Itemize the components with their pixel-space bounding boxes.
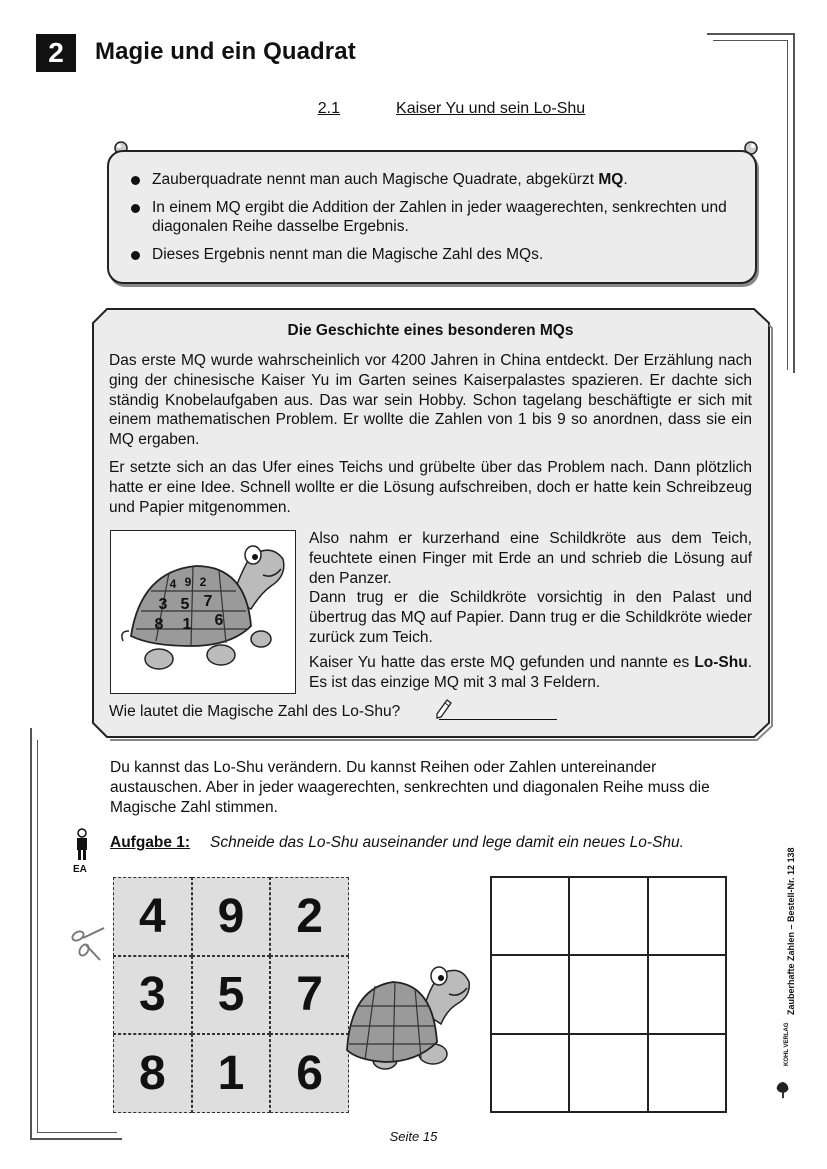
cutout-tile[interactable]: 9 [192, 877, 271, 956]
single-person-icon [74, 828, 90, 862]
empty-grid-cell[interactable] [491, 1034, 569, 1112]
frame-right-vertical [793, 33, 795, 373]
turtle-illustration-frame [110, 530, 296, 694]
cutout-tile[interactable]: 1 [192, 1034, 271, 1113]
shell-number: 3 [158, 596, 168, 613]
cutout-tile[interactable]: 6 [270, 1034, 349, 1113]
order-number-note: Zauberhafte Zahlen – Bestell-Nr. 12 138 [786, 847, 796, 1015]
story-paragraph: Also nahm er kurzerhand eine Schildkröte aus dem Teich, feuchtete einen Finger mit Erde an und schrieb die Lösung auf den Panzer. [309, 530, 752, 587]
cutout-tile[interactable]: 7 [270, 956, 349, 1035]
shell-number: 8 [154, 616, 164, 633]
empty-grid-cell[interactable] [569, 1034, 647, 1112]
info-bullet: Zauberquadrate nennt man auch Magische Quadrate, abgekürzt MQ. [131, 170, 755, 190]
publisher-logo-icon [773, 1080, 793, 1100]
story-paragraph-group [309, 529, 752, 648]
story-title: Die Geschichte eines besonderen MQs [287, 322, 574, 339]
scissors-icon [70, 922, 108, 964]
cutout-tile[interactable]: 4 [113, 877, 192, 956]
story-paragraph: Kaiser Yu hatte das erste MQ gefunden und nannte es Lo-Shu. Es ist das einzige MQ mit 3 mal 3 Feldern. [309, 654, 752, 691]
story-paragraph: Dann trug er die Schildkröte vorsichtig in den Palast und übertrug das MQ auf Papier. Dann trug er die Schildkröte wieder zurück zum Teich. [309, 589, 752, 646]
page-number: Seite 15 [389, 1129, 438, 1144]
info-box [107, 150, 757, 284]
empty-grid-cell[interactable] [648, 1034, 726, 1112]
shell-number: 4 [169, 577, 177, 591]
turtle-illustration [345, 962, 473, 1074]
publisher-name: KOHL VERLAG [784, 1022, 790, 1066]
info-bullet: Dieses Ergebnis nennt man die Magische Zahl des MQs. [131, 245, 755, 265]
shell-number: 6 [214, 612, 224, 629]
lo-shu-cutout-grid [113, 877, 349, 1113]
empty-grid-cell[interactable] [569, 955, 647, 1033]
turtle-illustration [111, 531, 295, 693]
frame-left-vertical [30, 728, 32, 1140]
section-name: Kaiser Yu und sein Lo-Shu [396, 100, 586, 117]
chapter-title: Magie und ein Quadrat [95, 38, 356, 65]
frame-left-vertical-inner [37, 740, 38, 1132]
info-bullet: In einem MQ ergibt die Addition der Zahlen in jeder waagerechten, senkrechten und diagonalen Reihe dasselbe Ergebnis. [131, 198, 755, 237]
story-paragraph: Er setzte sich an das Ufer eines Teichs und grübelte über das Problem nach. Dann plötzlich hatte er eine Idee. Schnell wollte er die Lösung aufschreiben, doch er hatte kein Schreibzeug und Papier mitgenommen. [109, 459, 752, 516]
shell-number: 2 [199, 575, 207, 589]
cutout-tile[interactable]: 5 [192, 956, 271, 1035]
task-text: Schneide das Lo-Shu auseinander und lege damit ein neues Lo-Shu. [210, 834, 684, 851]
shell-number: 9 [184, 575, 192, 589]
empty-grid-cell[interactable] [648, 955, 726, 1033]
intro-text: Du kannst das Lo-Shu verändern. Du kannst Reihen oder Zahlen untereinander austauschen. Aber in jeder waagerechten, senkrechten und diagonalen Reihe muss die Magische Zahl stimmen. [110, 759, 710, 816]
story-box [92, 308, 769, 738]
section-title [0, 100, 827, 118]
answer-line[interactable] [439, 719, 557, 720]
frame-top-right [707, 33, 794, 35]
empty-grid-cell[interactable] [648, 877, 726, 955]
story-paragraph: Das erste MQ wurde wahrscheinlich vor 4200 Jahren in China entdeckt. Der Erzählung nach ging der chinesische Kaiser Yu im Garten seines Kaiserpalastes spazieren. Er dachte sich ständig Knobelaufgaben aus. Das war sein Hobby. Schon tagelang beschäftigte er sich mit einem mathematischen Problem. Er wollte die Zahlen von 1 bis 9 so anordnen, dass sie ein MQ ergaben. [109, 352, 752, 449]
work-mode-label: EA [73, 864, 87, 875]
frame-right-vertical-inner [787, 40, 788, 370]
pencil-icon [436, 699, 452, 719]
shell-number: 1 [182, 616, 192, 633]
section-number: 2.1 [317, 100, 341, 117]
cutout-tile[interactable]: 8 [113, 1034, 192, 1113]
empty-grid-cell[interactable] [491, 877, 569, 955]
empty-lo-shu-grid [490, 876, 727, 1113]
story-question: Wie lautet die Magische Zahl des Lo-Shu? [109, 703, 401, 720]
empty-grid-cell[interactable] [491, 955, 569, 1033]
task-label: Aufgabe 1: [110, 834, 191, 851]
cutout-tile[interactable]: 2 [270, 877, 349, 956]
chapter-number: 2 [36, 34, 76, 72]
frame-top-right-inner [713, 40, 788, 41]
shell-number: 7 [203, 593, 213, 610]
info-bullet-list [109, 152, 755, 264]
empty-grid-cell[interactable] [569, 877, 647, 955]
cutout-tile[interactable]: 3 [113, 956, 192, 1035]
shell-number: 5 [180, 596, 190, 613]
